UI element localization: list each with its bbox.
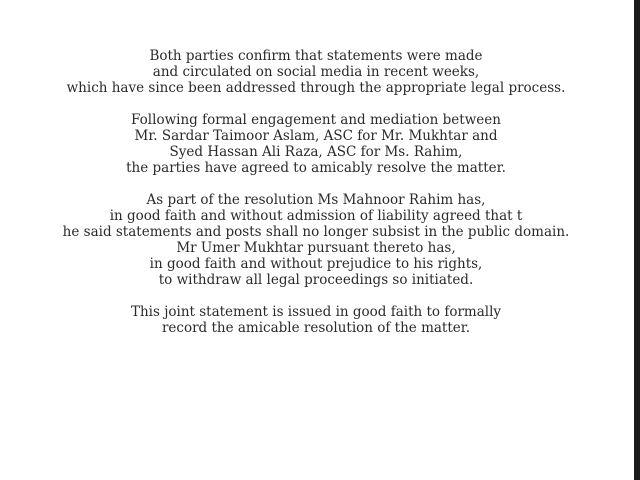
paragraph-confirmation (0, 48, 632, 96)
statement-line: Syed Hassan Ali Raza, ASC for Ms. Rahim, (169, 144, 463, 160)
statement-line: in good faith and without admission of liability agreed that t (109, 208, 523, 224)
statement-line: As part of the resolution Ms Mahnoor Rahim has, (146, 192, 486, 208)
statement-line: Mr. Sardar Taimoor Aslam, ASC for Mr. Mukhtar and (134, 128, 498, 144)
joint-statement (0, 48, 632, 352)
page-edge-border (634, 0, 640, 480)
statement-line: and circulated on social media in recent weeks, (152, 64, 480, 80)
statement-line: Both parties confirm that statements were made (149, 48, 483, 64)
statement-line: Mr Umer Mukhtar pursuant thereto has, (176, 240, 456, 256)
paragraph-mediation (0, 112, 632, 176)
statement-line: the parties have agreed to amicably resolve the matter. (126, 160, 506, 176)
paragraph-closing (0, 304, 632, 336)
statement-line: Following formal engagement and mediation between (131, 112, 501, 128)
statement-line: he said statements and posts shall no longer subsist in the public domain. (62, 224, 570, 240)
paragraph-resolution (0, 192, 632, 288)
statement-line: to withdraw all legal proceedings so initiated. (158, 272, 474, 288)
statement-line: in good faith and without prejudice to his rights, (149, 256, 483, 272)
statement-line: record the amicable resolution of the matter. (161, 320, 471, 336)
statement-line: which have since been addressed through the appropriate legal process. (66, 80, 566, 96)
statement-line: This joint statement is issued in good faith to formally (130, 304, 502, 320)
